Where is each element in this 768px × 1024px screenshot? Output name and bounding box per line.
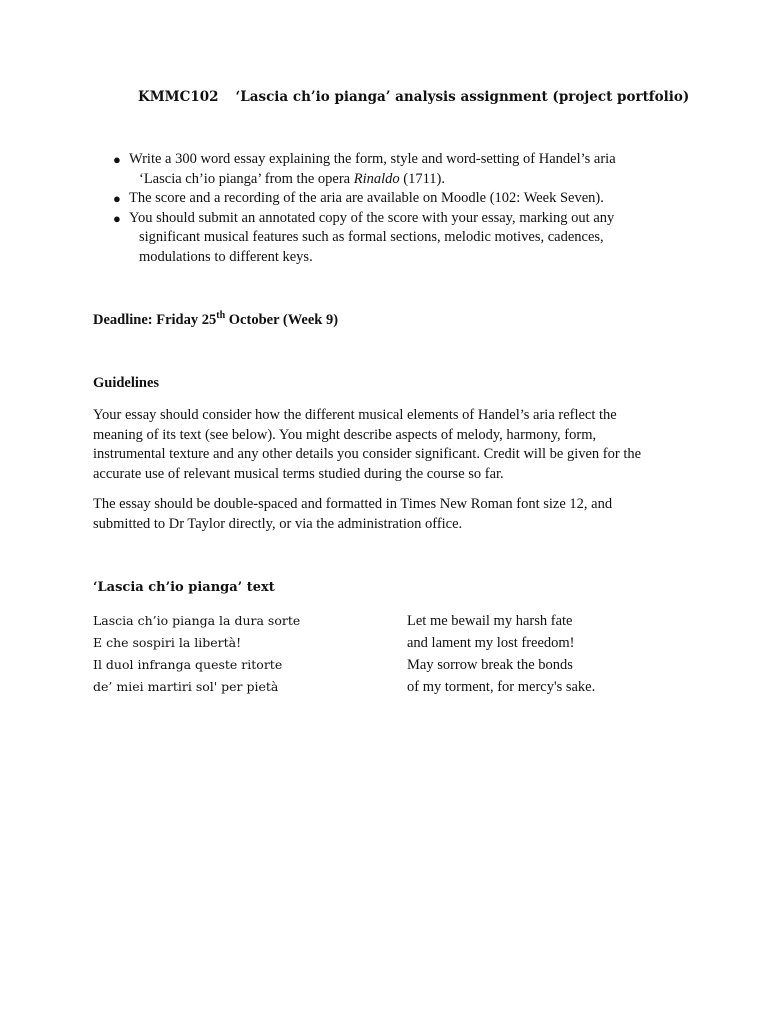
- bullet-text-continued: modulations to different keys.: [139, 248, 313, 265]
- list-item: [113, 209, 713, 268]
- bullet-text: The score and a recording of the aria are available on Moodle (102: Week Seven).: [129, 190, 604, 206]
- italian-line: E che sospiri la libertà!: [93, 635, 242, 650]
- deadline-text-end: October (Week 9): [225, 312, 339, 328]
- bullet-icon: ●: [113, 152, 121, 167]
- lyric-row: [93, 676, 653, 698]
- bullet-icon: ●: [113, 210, 121, 226]
- list-item: [113, 189, 713, 209]
- deadline: [93, 312, 338, 329]
- italian-line: Il duol infranga queste ritorte: [93, 657, 283, 672]
- lyrics-table: [93, 610, 653, 698]
- list-item: [113, 150, 713, 189]
- bullet-text-continued: significant musical features such as formal sections, melodic motives, cadences,: [139, 229, 604, 245]
- deadline-superscript: th: [216, 310, 226, 321]
- english-line: May sorrow break the bonds: [407, 657, 573, 673]
- aria-text-heading: ‘Lascia ch’io pianga’ text: [93, 580, 275, 595]
- opera-title: Rinaldo: [353, 170, 400, 187]
- guidelines-heading: Guidelines: [93, 375, 160, 391]
- bullet-text-continued: [129, 170, 713, 190]
- lyric-row: [93, 610, 653, 632]
- guidelines-paragraph-1: Your essay should consider how the different musical elements of Handel’s aria reflect the meaning of its text (see below). You might describe aspects of melody, harmony, form, instrumental texture and any other details you consider significant. Credit will be given for the accurate use of relevant musical terms studied during the course so far.: [93, 407, 642, 482]
- deadline-text: Deadline: Friday 25: [93, 312, 217, 328]
- bullet-text-part: ‘Lascia ch’io pianga’ from the opera: [139, 170, 354, 187]
- guidelines-paragraph-2: The essay should be double-spaced and formatted in Times New Roman font size 12, and submitted to Dr Taylor directly, or via the administration office.: [93, 496, 613, 532]
- italian-line: de’ miei martiri sol' per pietà: [93, 679, 279, 694]
- bullet-text: You should submit an annotated copy of the score with your essay, marking out any: [129, 209, 615, 226]
- course-code: KMMC102: [138, 89, 219, 105]
- italian-line: Lascia ch’io pianga la dura sorte: [93, 613, 301, 628]
- page-title: [138, 89, 689, 105]
- bullet-icon: ●: [113, 191, 121, 206]
- bullet-text: Write a 300 word essay explaining the form, style and word-setting of Handel’s aria: [129, 151, 616, 167]
- english-line: and lament my lost freedom!: [407, 635, 575, 651]
- assignment-title: ‘Lascia ch’io pianga’ analysis assignment (project portfolio): [235, 89, 690, 105]
- instruction-list: [113, 150, 713, 267]
- lyric-row: [93, 654, 653, 676]
- lyric-row: [93, 632, 653, 654]
- bullet-text-part: (1711).: [399, 170, 446, 187]
- english-line: of my torment, for mercy's sake.: [407, 679, 596, 695]
- english-line: Let me bewail my harsh fate: [407, 613, 573, 629]
